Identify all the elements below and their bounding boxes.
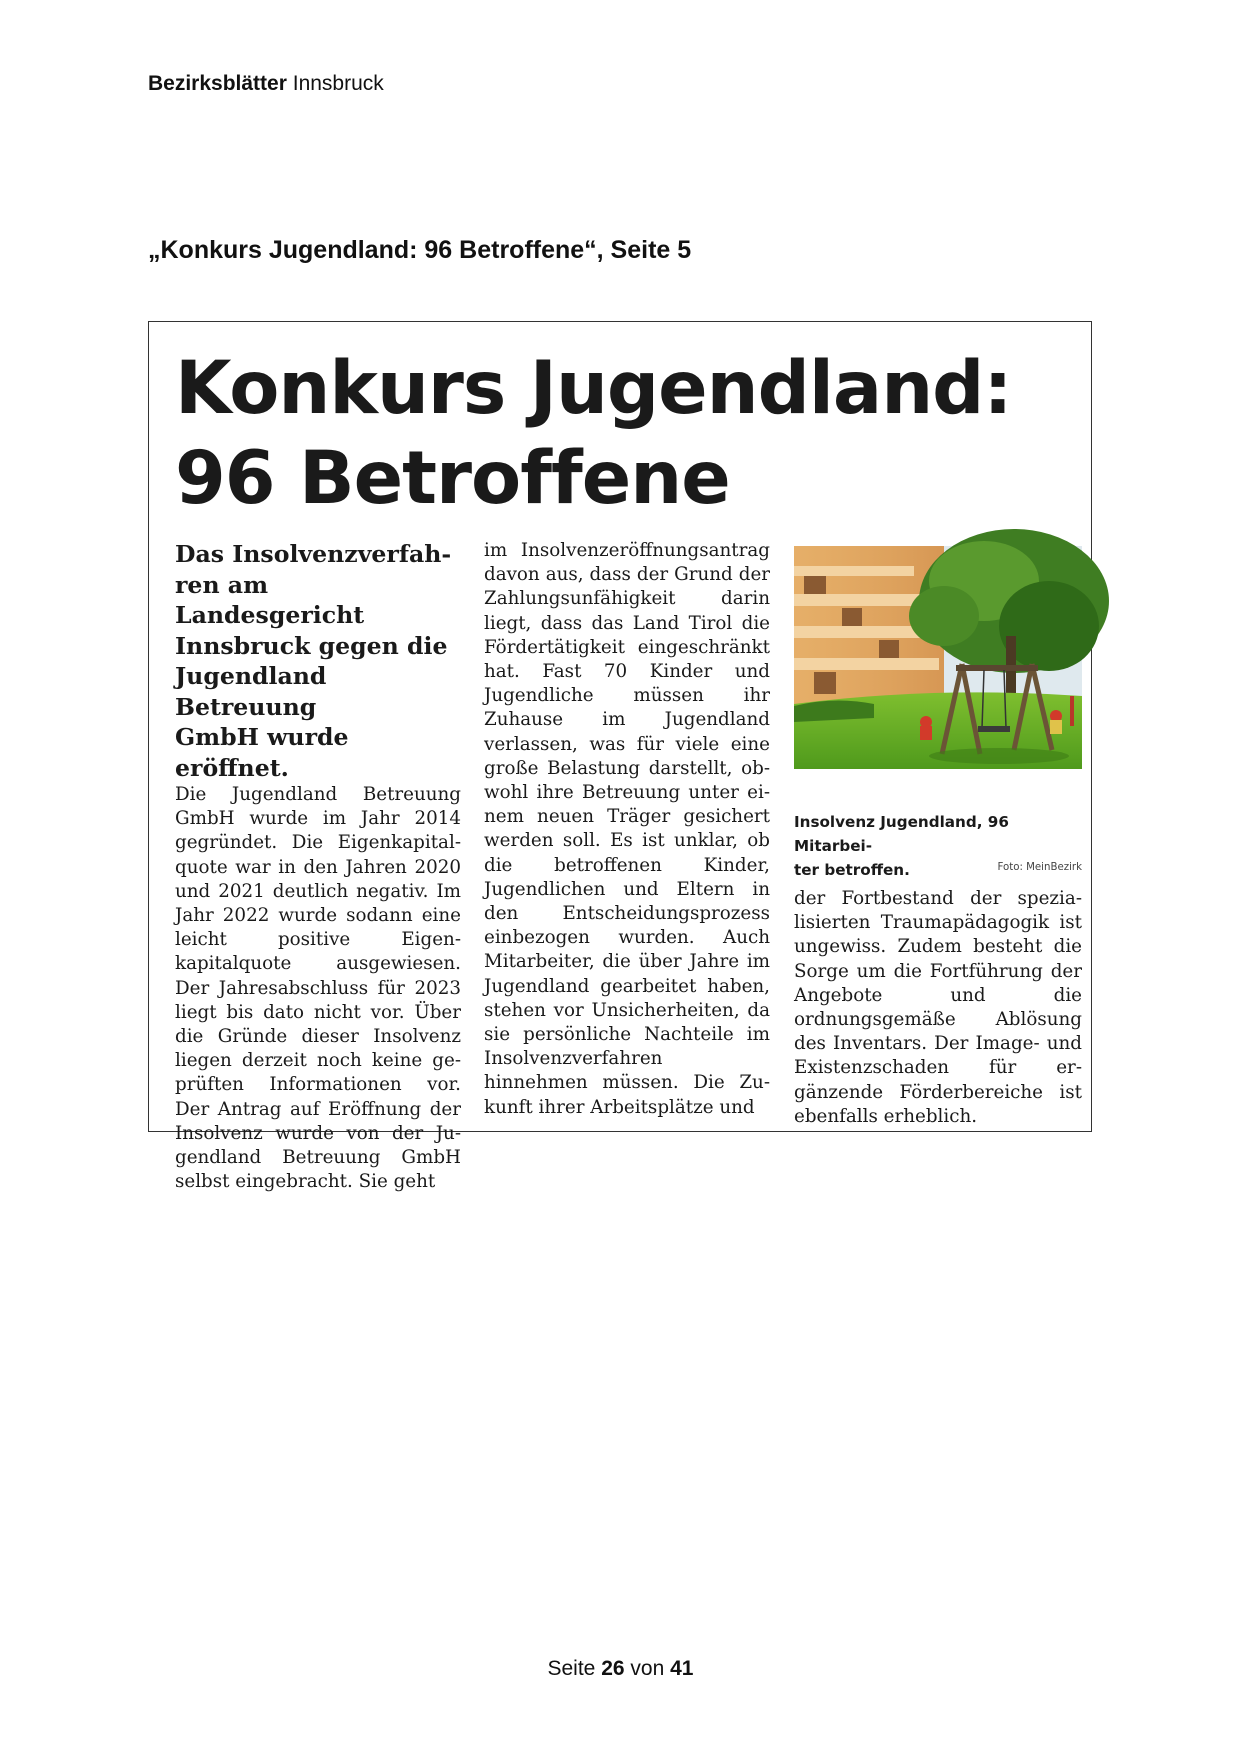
current-page: 26 bbox=[601, 1657, 625, 1680]
clipping-title: „Konkurs Jugendland: 96 Betroffene“, Seite 5 bbox=[148, 236, 692, 264]
article-headline bbox=[175, 344, 1075, 524]
page-footer bbox=[0, 1657, 1241, 1681]
body-text-column-3: der Fortbestand der spezialisierten Traumapädagogik ist ungewiss. Zudem besteht die Sorge um die Fortführung der Angebote und die ordnungsgemäße Ablösung des Inventars. Der Image- und Existenzschaden für ergänzende Förderbereiche ist ebenfalls erheblich. bbox=[794, 888, 1082, 1127]
article-lead: Das Insolvenzverfah- ren am Landesgericht Innsbruck gegen die Jugendland Betreuung GmbH wurde eröffnet. bbox=[175, 540, 452, 782]
body-text-column-2: im Insolvenzeröffnungsantrag davon aus, dass der Grund der Zahlungsunfähigkeit darin liegt, dass das Land Tirol die Fördertätigkeit eingeschränkt hat. Fast 70 Kinder und Jugendliche müssen ihr Zuhause im Jugendland verlassen, was für viele eine große Belastung darstellt, obwohl ihre Betreuung unter einem neuen Träger gesichert werden soll. Es ist unklar, ob die betroffenen Kinder, Jugendlichen und Eltern in den Entscheidungsprozess einbezogen wurden. Auch Mitarbeiter, die über Jahre im Jugendland gearbeitet haben, stehen vor Unsicherheiten, da sie persönliche Nachteile im Insolvenzverfahren hinnehmen müssen. Die Zukunft ihrer Arbeitsplätze und bbox=[484, 540, 770, 1118]
body-text-column-1: Die Jugendland Betreuung GmbH wurde im Jahr 2014 gegründet. Die Eigenkapitalquote war in den Jahren 2020 und 2021 deutlich negativ. Im Jahr 2022 wurde sodann eine leicht positive Eigenkapitalquote ausgewiesen. Der Jahresabschluss für 2023 liegt bis dato nicht vor. Über die Gründe dieser Insolvenz liegen derzeit noch keine geprüften Informationen vor. Der Antrag auf Eröffnung der Insolvenz wurde von der Jugendland Betreuung GmbH selbst eingebracht. Sie geht bbox=[175, 784, 461, 1193]
photo-credit: Foto: MeinBezirk bbox=[997, 862, 1082, 873]
article-clipping bbox=[148, 321, 1092, 1193]
article-column-1 bbox=[175, 539, 461, 1194]
photo-caption bbox=[794, 810, 1082, 882]
total-pages: 41 bbox=[670, 1657, 694, 1680]
headline-line-2: 96 Betroffene bbox=[175, 436, 730, 521]
caption-text: Insolvenz Jugendland, 96 Mitarbei- ter betroffen. bbox=[794, 813, 1009, 879]
article-column-2 bbox=[484, 539, 770, 1120]
article-column-3 bbox=[794, 887, 1082, 1129]
article-photo bbox=[794, 546, 1082, 769]
footer-middle: von bbox=[630, 1657, 665, 1680]
publication-region: Innsbruck bbox=[292, 72, 384, 95]
page-header bbox=[148, 72, 384, 96]
footer-prefix: Seite bbox=[547, 1657, 596, 1680]
publication-name: Bezirksblätter bbox=[148, 72, 287, 95]
headline-line-1: Konkurs Jugendland: bbox=[175, 346, 1012, 431]
